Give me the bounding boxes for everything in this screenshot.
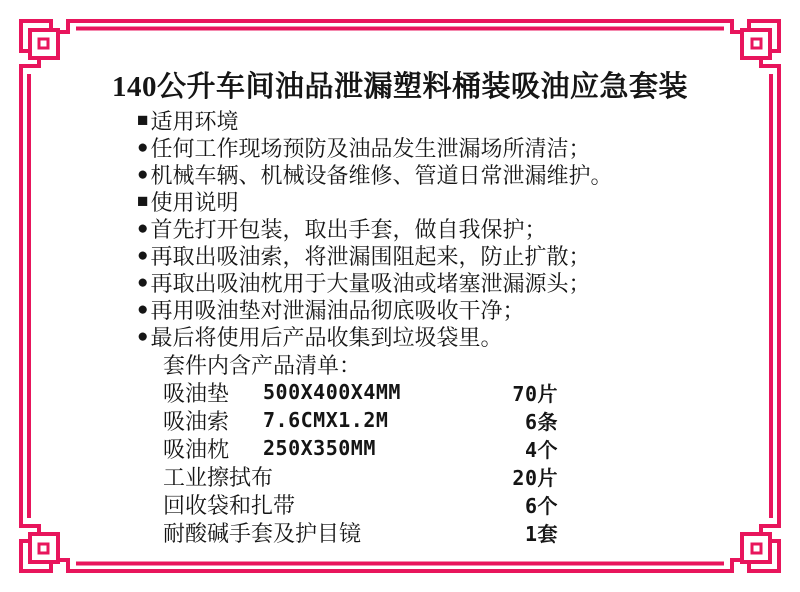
line-text: 再取出吸油枕用于大量吸油或堵塞泄漏源头； [150,271,591,296]
product-quantity: 4个 [524,437,558,462]
description-block [137,107,613,546]
line-text: 再用吸油垫对泄漏油品彻底吸收干净； [150,298,525,323]
table-row [163,490,558,518]
circle-bullet-icon: ● [137,245,149,266]
frame-top-outer-line [58,21,742,32]
circle-bullet-icon: ● [137,137,149,158]
product-spec: 250X350MM [263,436,376,460]
line-text: 适用环境 [150,109,239,134]
product-quantity: 6条 [524,409,558,434]
table-row [163,462,558,490]
product-quantity: 6个 [524,493,558,518]
product-name: 回收袋和扎带 [163,492,296,518]
line-text: 机械车辆、机械设备维修、管道日常泄漏维护。 [150,163,613,188]
list-item [137,242,613,269]
table-row [163,434,558,462]
product-name: 吸油枕 [163,436,230,462]
line-text: 首先打开包装，取出手套，做自我保护； [150,217,547,242]
circle-bullet-icon: ● [137,218,149,239]
section-header-usage-env [137,107,613,134]
line-text: 最后将使用后产品收集到垃圾袋里。 [150,325,503,350]
square-bullet-icon: ■ [137,110,149,131]
line-text: 任何工作现场预防及油品发生泄漏场所清洁； [150,136,591,161]
product-name: 耐酸碱手套及护目镜 [163,520,362,546]
table-row [163,406,558,434]
product-list [163,350,613,546]
product-quantity: 20片 [512,465,558,490]
corner-ornament-bottom-left [21,534,58,571]
line-text: 再取出吸油索，将泄漏围阻起来，防止扩散； [150,244,591,269]
list-item [137,161,613,188]
section-header-instructions [137,188,613,215]
product-quantity: 70片 [512,381,558,406]
product-spec: 500X400X4MM [263,380,401,404]
circle-bullet-icon: ● [137,299,149,320]
product-name: 吸油索 [163,408,230,434]
square-bullet-icon: ■ [137,191,149,212]
product-list-header: 套件内含产品清单： [163,352,362,378]
circle-bullet-icon: ● [137,164,149,185]
list-item [137,323,613,350]
product-spec: 7.6CMX1.2M [263,408,389,432]
circle-bullet-icon: ● [137,272,149,293]
table-row [163,518,558,546]
list-item [137,269,613,296]
list-item [137,215,613,242]
corner-ornament-bottom-right [742,534,779,571]
table-row [163,378,558,406]
line-text: 使用说明 [150,190,239,215]
product-name: 工业擦拭布 [163,464,274,490]
frame-left-outer-line [21,58,39,534]
product-quantity: 1套 [524,521,558,546]
frame-right-outer-line [761,58,779,534]
list-item [137,296,613,323]
corner-ornament-top-left [21,21,58,58]
circle-bullet-icon: ● [137,326,149,347]
product-name: 吸油垫 [163,380,230,406]
list-item [137,134,613,161]
corner-ornament-top-right [742,21,779,58]
page-title: 140公升车间油品泄漏塑料桶装吸油应急套装 [111,71,688,103]
frame-bottom-outer-line [58,560,742,571]
